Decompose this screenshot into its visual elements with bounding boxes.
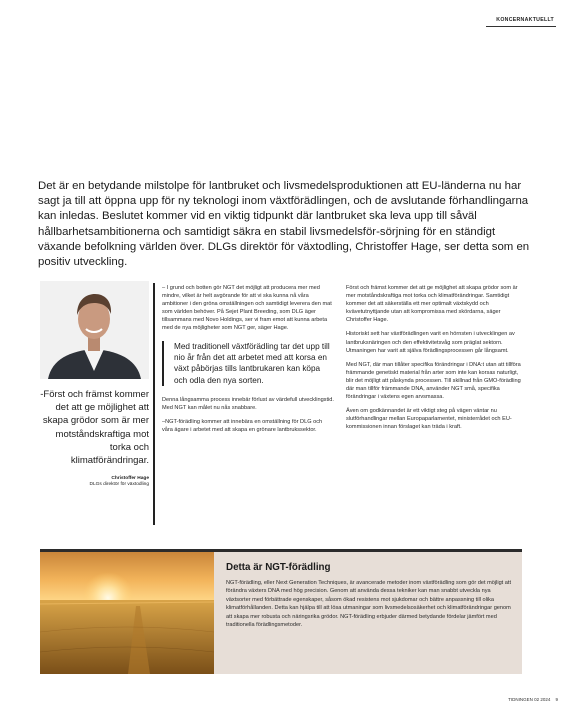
portrait-photo bbox=[40, 281, 149, 379]
paragraph: –NGT-förädling kommer att innebära en omställning för DLG och våra ägare i arbetet med att skapa en grönare lantbrukssektor. bbox=[162, 419, 323, 434]
paragraph: Även om godkännandet är ett viktigt steg på vägen väntar nu slutförhandlingar mellan Europaparlamentet, ministerrådet och EU-kommissionen innan förslaget kan träda i kraft. bbox=[346, 408, 512, 431]
article-column-2 bbox=[162, 284, 334, 441]
inline-quote: Med traditionell växtförädling tar det upp till nio år från det att arbetet med att korsa en växt påbörjas tills lantbrukaren kan köpa och odla den nya sorten. bbox=[162, 341, 334, 387]
paragraph: Denna långsamma process innebär förlust av värdefull utvecklingstid. Med NGT kan målet nu nås snabbare. bbox=[162, 397, 334, 412]
pull-quote-block bbox=[40, 388, 149, 488]
paragraph: Historiskt sett har växtförädlingen varit en hörnsten i utvecklingen av lantbruksnäringen och den effektivitetsvåg som präglat sektorn. Utmaningen har varit att själva förädlingsprocessen går långsamt. bbox=[346, 331, 515, 354]
factbox-title: Detta är NGT-förädling bbox=[226, 562, 331, 573]
article-column-3 bbox=[346, 284, 521, 438]
wheat-field-photo bbox=[40, 552, 214, 674]
byline-title: DLGs direktör för växtodling bbox=[89, 482, 149, 488]
factbox-body: NGT-förädling, eller Next Generation Techniques, är avancerade metoder inom växtförädling som gör det möjligt att förändra växters DNA med hög precision. Genom att använda dessa tekniker kan man snabbt utveckla nya växtsorter med förbättrade egenskaper, såsom ökad resistens mot sjukdomar och bättre anpassning till olika klimatförhållanden. Detta kan hjälpa till att lösa utmaningar som livsmedelsosäkerhet och klimatförändringar genom att skapa mer robusta och näringsrika grödor. NGT-förädling erbjuder därmed betydande fördelar jämfört med traditionella förädlingsmetoder. bbox=[226, 580, 512, 629]
page-number: 9 bbox=[555, 697, 558, 702]
factbox-text bbox=[226, 562, 514, 629]
header-rule bbox=[486, 26, 556, 27]
paragraph: Först och främst kommer det att ge möjlighet att skapa grödor som är mer motståndskraftiga mot torka och klimatförändringar. Samtidigt kommer det att säkerställa ett mer optimalt växtskydd och kvävetutnyttjande utan att kompromissa med skördarna, säger Christoffer Hage. bbox=[346, 285, 518, 324]
publication-name: TIDNINGEN 02 2024 bbox=[508, 697, 551, 702]
paragraph: Med NGT, där man tillåter specifika förändringar i DNA:t utan att tillföra främmande genetiskt material från arter som inte kan korsas naturligt, blir det möjligt att påskynda processen. Till skillnad från GMO-förädling där man tillför främmande DNA, använder NGT små, specifika förändringar i växtens egen arvsmassa. bbox=[346, 361, 521, 401]
section-label: KONCERNAKTUELLT bbox=[496, 17, 554, 23]
pull-quote: -Först och främst kommer det att ge möjlighet att skapa grödor som är mer motståndskraftiga mot torka och klimatförändringar. bbox=[40, 389, 149, 467]
paragraph: – I grund och botten gör NGT det möjligt att producera mer med mindre, vilket är helt avgörande för att vi ska kunna nå våra ambitioner i den gröna omställningen och samtidigt leverera den mat som världen behöver. På Sejet Plant Breeding, som DLG äger tillsammans med Novo Holdings, ser vi fram emot att kunna arbeta med de nya möjligheter som NGT ger, säger Hage. bbox=[162, 285, 332, 332]
lead-paragraph: Det är en betydande milstolpe för lantbruket och livsmedelsproduktionen att EU-länderna nu har sagt ja till att öppna upp för ny teknologi inom växtförädlingen, och de avslutande förhandlingarna kan inledas. Beslutet kommer vid en viktig tidpunkt där lantbruket ska leva upp till såväl hållbarhetsambitionerna och samtidigt säkra en stabil livsmedelsför-sörjning för en ständigt växande befolkning världen över. DLGs direktör för växtodling, Christoffer Hage, ser detta som en positiv utveckling. bbox=[38, 180, 530, 269]
page-footer bbox=[508, 697, 558, 702]
column-divider bbox=[153, 283, 155, 525]
sunset-field-icon bbox=[40, 552, 214, 674]
person-portrait-icon bbox=[40, 281, 149, 379]
byline-name: Christoffer Hage bbox=[111, 476, 149, 482]
